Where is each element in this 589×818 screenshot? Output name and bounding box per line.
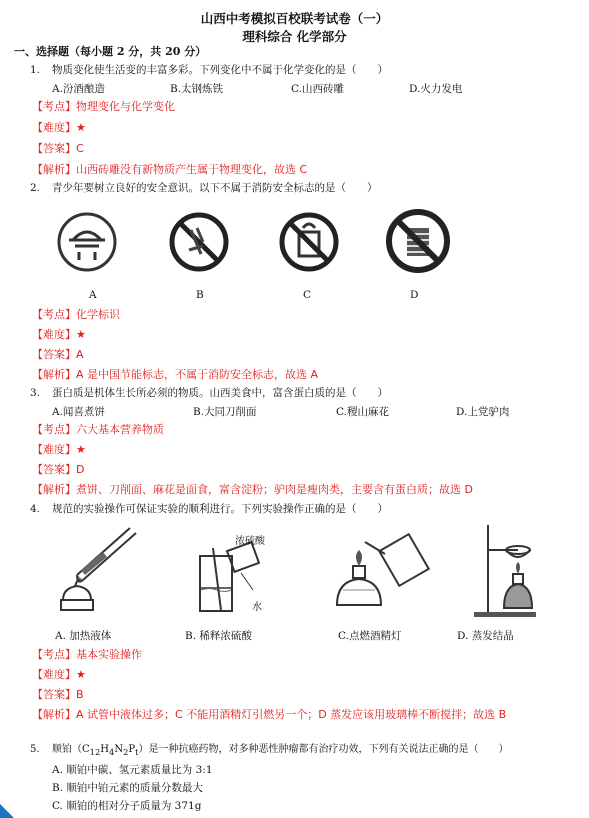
q1-nandu: 【难度】★ bbox=[32, 121, 86, 134]
q3-option-a: A.闻喜煮饼 bbox=[52, 406, 105, 418]
acid-label: 浓硫酸 bbox=[235, 536, 265, 547]
question-text: 规范的实验操作可保证实验的顺利进行。下列实验操作正确的是（ ） bbox=[52, 503, 388, 515]
q2-label-d: D bbox=[410, 289, 419, 301]
q2-kaodian: 【考点】化学标识 bbox=[32, 308, 120, 321]
no-explosives-sign-icon bbox=[385, 208, 451, 274]
page-title: 山西中考模拟百校联考试卷（一） bbox=[200, 11, 389, 26]
q4-caption-b: B. 稀释浓硫酸 bbox=[185, 630, 252, 642]
question-number: 2. bbox=[30, 182, 41, 194]
formula-part: N bbox=[114, 744, 124, 755]
q2-daan: 【答案】A bbox=[32, 348, 84, 361]
question-text: 蛋白质是机体生长所必须的物质。山西美食中，富含蛋白质的是（ ） bbox=[52, 387, 388, 399]
q4-caption-c: C.点燃酒精灯 bbox=[338, 630, 402, 642]
evaporation-illustration bbox=[470, 520, 540, 620]
energy-saving-sign-icon bbox=[55, 210, 119, 274]
q1-daan: 【答案】C bbox=[32, 142, 84, 155]
q4-jiexi: 【解析】A 试管中液体过多；C 不能用酒精灯引燃另一个；D 蒸发应该用玻璃棒不断搅拌；故选 B bbox=[32, 708, 507, 721]
q2-label-a: A bbox=[89, 289, 97, 301]
q3-kaodian: 【考点】六大基本营养物质 bbox=[32, 423, 164, 436]
q5-option-c: C. 顺铂的相对分子质量为 371g bbox=[52, 800, 202, 812]
formula-subscript: 2 bbox=[123, 747, 129, 757]
q5-option-a: A. 顺铂中碳、氢元素质量比为 3:1 bbox=[52, 764, 213, 776]
formula-subscript: 12 bbox=[89, 747, 101, 757]
q1-option-a: A.汾酒酿造 bbox=[52, 83, 105, 95]
q4-caption-a: A. 加热液体 bbox=[55, 630, 112, 642]
q1-kaodian: 【考点】物理变化与化学变化 bbox=[32, 100, 175, 113]
q3-nandu: 【难度】★ bbox=[32, 443, 86, 456]
formula-part: P bbox=[128, 744, 136, 755]
q4-caption-d: D. 蒸发结晶 bbox=[457, 630, 514, 642]
q5-option-b: B. 顺铂中铂元素的质量分数最大 bbox=[52, 782, 203, 794]
heating-liquid-illustration bbox=[55, 520, 140, 620]
question-1-stem bbox=[30, 63, 388, 77]
q1-option-c: C.山西砖雕 bbox=[291, 83, 344, 95]
q2-label-b: B bbox=[196, 289, 204, 301]
q3-option-d: D.上党驴肉 bbox=[456, 406, 510, 418]
q1-jiexi: 【解析】山西砖雕没有新物质产生属于物理变化，故选 C bbox=[32, 163, 308, 176]
question-number: 5. bbox=[30, 744, 40, 755]
formula-subscript: t bbox=[135, 747, 139, 757]
question-number: 3. bbox=[30, 387, 41, 399]
q2-nandu: 【难度】★ bbox=[32, 328, 86, 341]
q4-nandu: 【难度】★ bbox=[32, 668, 86, 681]
q3-option-b: B.大同刀削面 bbox=[193, 406, 257, 418]
formula-subscript: 4 bbox=[109, 747, 115, 757]
q2-jiexi: 【解析】A 是中国节能标志，不属于消防安全标志，故选 A bbox=[32, 368, 319, 381]
q3-jiexi: 【解析】煮饼、刀削面、麻花是面食，富含淀粉；驴肉是瘦肉类，主要含有蛋白质；故选 D bbox=[32, 483, 473, 496]
q1-option-b: B.太钢炼铁 bbox=[170, 83, 224, 95]
q3-daan: 【答案】D bbox=[32, 463, 85, 476]
question-number: 4. bbox=[30, 503, 41, 515]
water-label: 水 bbox=[252, 602, 262, 613]
question-text: 青少年要树立良好的安全意识。以下不属于消防安全标志的是（ ） bbox=[52, 182, 378, 194]
section-title: 一、选择题（每小题 2 分，共 20 分） bbox=[14, 45, 207, 58]
formula-part: 顺铂（C bbox=[52, 744, 90, 755]
question-number: 1. bbox=[30, 64, 41, 76]
light-lamp-illustration bbox=[325, 520, 430, 620]
page-subtitle: 理科综合 化学部分 bbox=[242, 29, 347, 44]
q2-label-c: C bbox=[303, 289, 312, 301]
question-text: ）是一种抗癌药物，对多种恶性肿瘤都有治疗功效，下列有关说法正确的是（ ） bbox=[138, 744, 509, 755]
q3-option-c: C.稷山麻花 bbox=[336, 406, 389, 418]
question-3-stem bbox=[30, 386, 388, 400]
formula-part: H bbox=[100, 744, 109, 755]
no-fireworks-sign-icon bbox=[167, 210, 231, 274]
question-5-stem bbox=[30, 743, 508, 759]
dilute-acid-illustration bbox=[185, 518, 280, 618]
q4-kaodian: 【考点】基本实验操作 bbox=[32, 648, 142, 661]
no-flammable-sign-icon bbox=[277, 210, 341, 274]
question-text: 物质变化使生活变的丰富多彩。下列变化中不属于化学变化的是（ ） bbox=[52, 64, 388, 76]
question-2-stem bbox=[30, 181, 378, 195]
page-corner-decoration bbox=[0, 804, 14, 818]
question-4-stem bbox=[30, 502, 388, 516]
q1-option-d: D.火力发电 bbox=[409, 83, 463, 95]
q4-daan: 【答案】B bbox=[32, 688, 84, 701]
